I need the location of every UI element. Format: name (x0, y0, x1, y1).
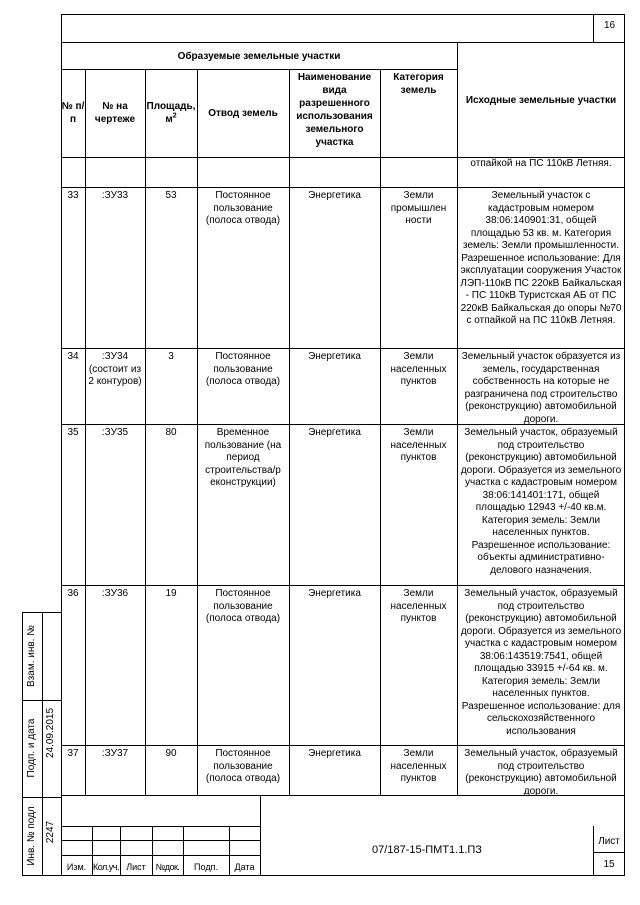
side-vzam-label: Взам. инв. № (26, 625, 37, 687)
row33-drawing: :ЗУ33 (101, 190, 129, 201)
row36-use: Энергетика (308, 588, 361, 599)
row37-area: 90 (165, 748, 177, 759)
row36-drawing: :ЗУ36 (101, 588, 129, 599)
row-divider (61, 745, 625, 746)
row35-area: 80 (165, 427, 177, 438)
row36-allotment: Постоянное пользование (полоса отвода) (205, 588, 281, 624)
row37-category: Земли населенных пунктов (390, 748, 447, 784)
row33-area: 53 (165, 190, 177, 201)
row34-source: Земельный участок образуется из земель, государственная собственность на которые не разграничена под строительство (реконструкцию) автомобильной дороги. (461, 351, 621, 425)
col-header-num: № п/п (61, 101, 85, 125)
col-header-area-text: Площадь, м (146, 101, 196, 125)
tb-col (260, 795, 261, 876)
group-header-rule (61, 69, 457, 70)
row35-use: Энергетика (308, 427, 361, 438)
row36-category: Земли населенных пунктов (390, 588, 447, 624)
row35-num: 35 (67, 427, 79, 438)
row37-num: 37 (67, 748, 79, 759)
row34-drawing: :ЗУ34 (состоит из 2 контуров) (88, 351, 142, 387)
col-header-allotment: Отвод земель (208, 108, 278, 119)
row35-drawing: :ЗУ35 (101, 427, 129, 438)
row34-allotment: Постоянное пользование (полоса отвода) (205, 351, 281, 387)
row36-area: 19 (165, 588, 177, 599)
col-divider (197, 69, 198, 795)
row-divider (61, 424, 625, 425)
tb-label-podp: Подп. (194, 862, 218, 872)
row33-source: Земельный участок с кадастровым номером 38:06:140901:31, общей площадью 53 кв. м. Категория земель: Земли промышленности. Разрешенное использование: Для эксплуатации сооружения Участок ЛЭП-110кВ ПС 220кВ Байкальская - ПС 110кВ Туристская АБ от ПС 220кВ Байкальская до опоры №70 с отпайкой на ПС 110кВ Летняя. (460, 190, 622, 326)
table-bottom-rule (61, 795, 625, 796)
row36-num: 36 (67, 588, 79, 599)
document-code: 07/187-15-ПМТ1.1.ПЗ (372, 844, 482, 856)
row37-drawing: :ЗУ37 (101, 748, 129, 759)
row33-allotment: Постоянное пользование (полоса отвода) (205, 190, 281, 226)
row36-source: Земельный участок, образуемый под строительство (реконструкцию) автомобильной дороги. Образуется из земельного участка с кадастровым номером 38:06:143519:7541, общей площадью 33915 +/-64 кв. м. Категория земель: Земли населенных пунктов. Разрешенное использование: для сельскохозяйственного использования (460, 588, 622, 737)
row33-category: Земли промышлен ности (390, 190, 447, 226)
top-page-number: 16 (603, 20, 616, 31)
row37-use: Энергетика (308, 748, 361, 759)
header-rule (61, 42, 625, 43)
tb-label-izm: Изм. (66, 862, 87, 872)
side-date: 24.09.2015 (45, 707, 56, 759)
tb-rule (61, 826, 261, 827)
col-header-use: Наименование вида разрешенного использования земельного участка (296, 72, 373, 148)
tb-sheet-number: 15 (603, 859, 615, 870)
row35-category: Земли населенных пунктов (390, 427, 447, 463)
row35-allotment: Временное пользование (на период строительства/р еконструкции) (204, 427, 282, 488)
row34-area: 3 (168, 351, 174, 362)
tb-label-koluch: Кол.уч. (93, 862, 119, 872)
tb-rule (593, 852, 625, 853)
row37-allotment: Постоянное пользование (полоса отвода) (205, 748, 281, 784)
row33-use: Энергетика (308, 190, 361, 201)
side-inv-number: 2247 (45, 820, 56, 844)
tb-rule (61, 840, 261, 841)
tb-label-data: Дата (234, 862, 255, 872)
row-divider (61, 187, 625, 188)
row34-category: Земли населенных пунктов (390, 351, 447, 387)
row-divider (61, 348, 625, 349)
col-header-category: Категория земель (393, 72, 444, 96)
row-divider (61, 585, 625, 586)
row35-source: Земельный участок, образуемый под строительство (реконструкцию) автомобильной дороги. Образуется из земельного участка с кадастровым номером 38:06:141401:171, общей площадью 12943 +/-40 кв.м. Категория земель: Земли населенных пунктов. Разрешенное использование: объекты административно-делового назначения. (460, 427, 622, 576)
tb-label-ndok: №док. (155, 862, 180, 872)
continuation-text: отпайкой на ПС 110кВ Летняя. (470, 158, 612, 169)
col-header-area (145, 100, 197, 126)
col-header-drawing: № на чертеже (94, 101, 136, 125)
tb-label-list: Лист (126, 862, 146, 872)
side-podp-label: Подп. и дата (26, 718, 37, 778)
col-divider (380, 69, 381, 795)
row34-num: 34 (67, 351, 79, 362)
row34-use: Энергетика (308, 351, 361, 362)
row37-source: Земельный участок, образуемый под строительство (реконструкцию) автомобильной дороги. (464, 748, 618, 797)
row33-num: 33 (67, 190, 79, 201)
side-inv-label: Инв. № подл (26, 806, 37, 866)
col-header-area-sup: 2 (172, 112, 177, 120)
group-header: Образуемые земельные участки (177, 51, 341, 62)
tb-sheet-label: Лист (598, 836, 620, 847)
col-header-source: Исходные земельные участки (465, 95, 617, 106)
col-divider (457, 42, 458, 795)
tb-rule (61, 855, 261, 856)
side-stamp-divider (42, 612, 43, 876)
